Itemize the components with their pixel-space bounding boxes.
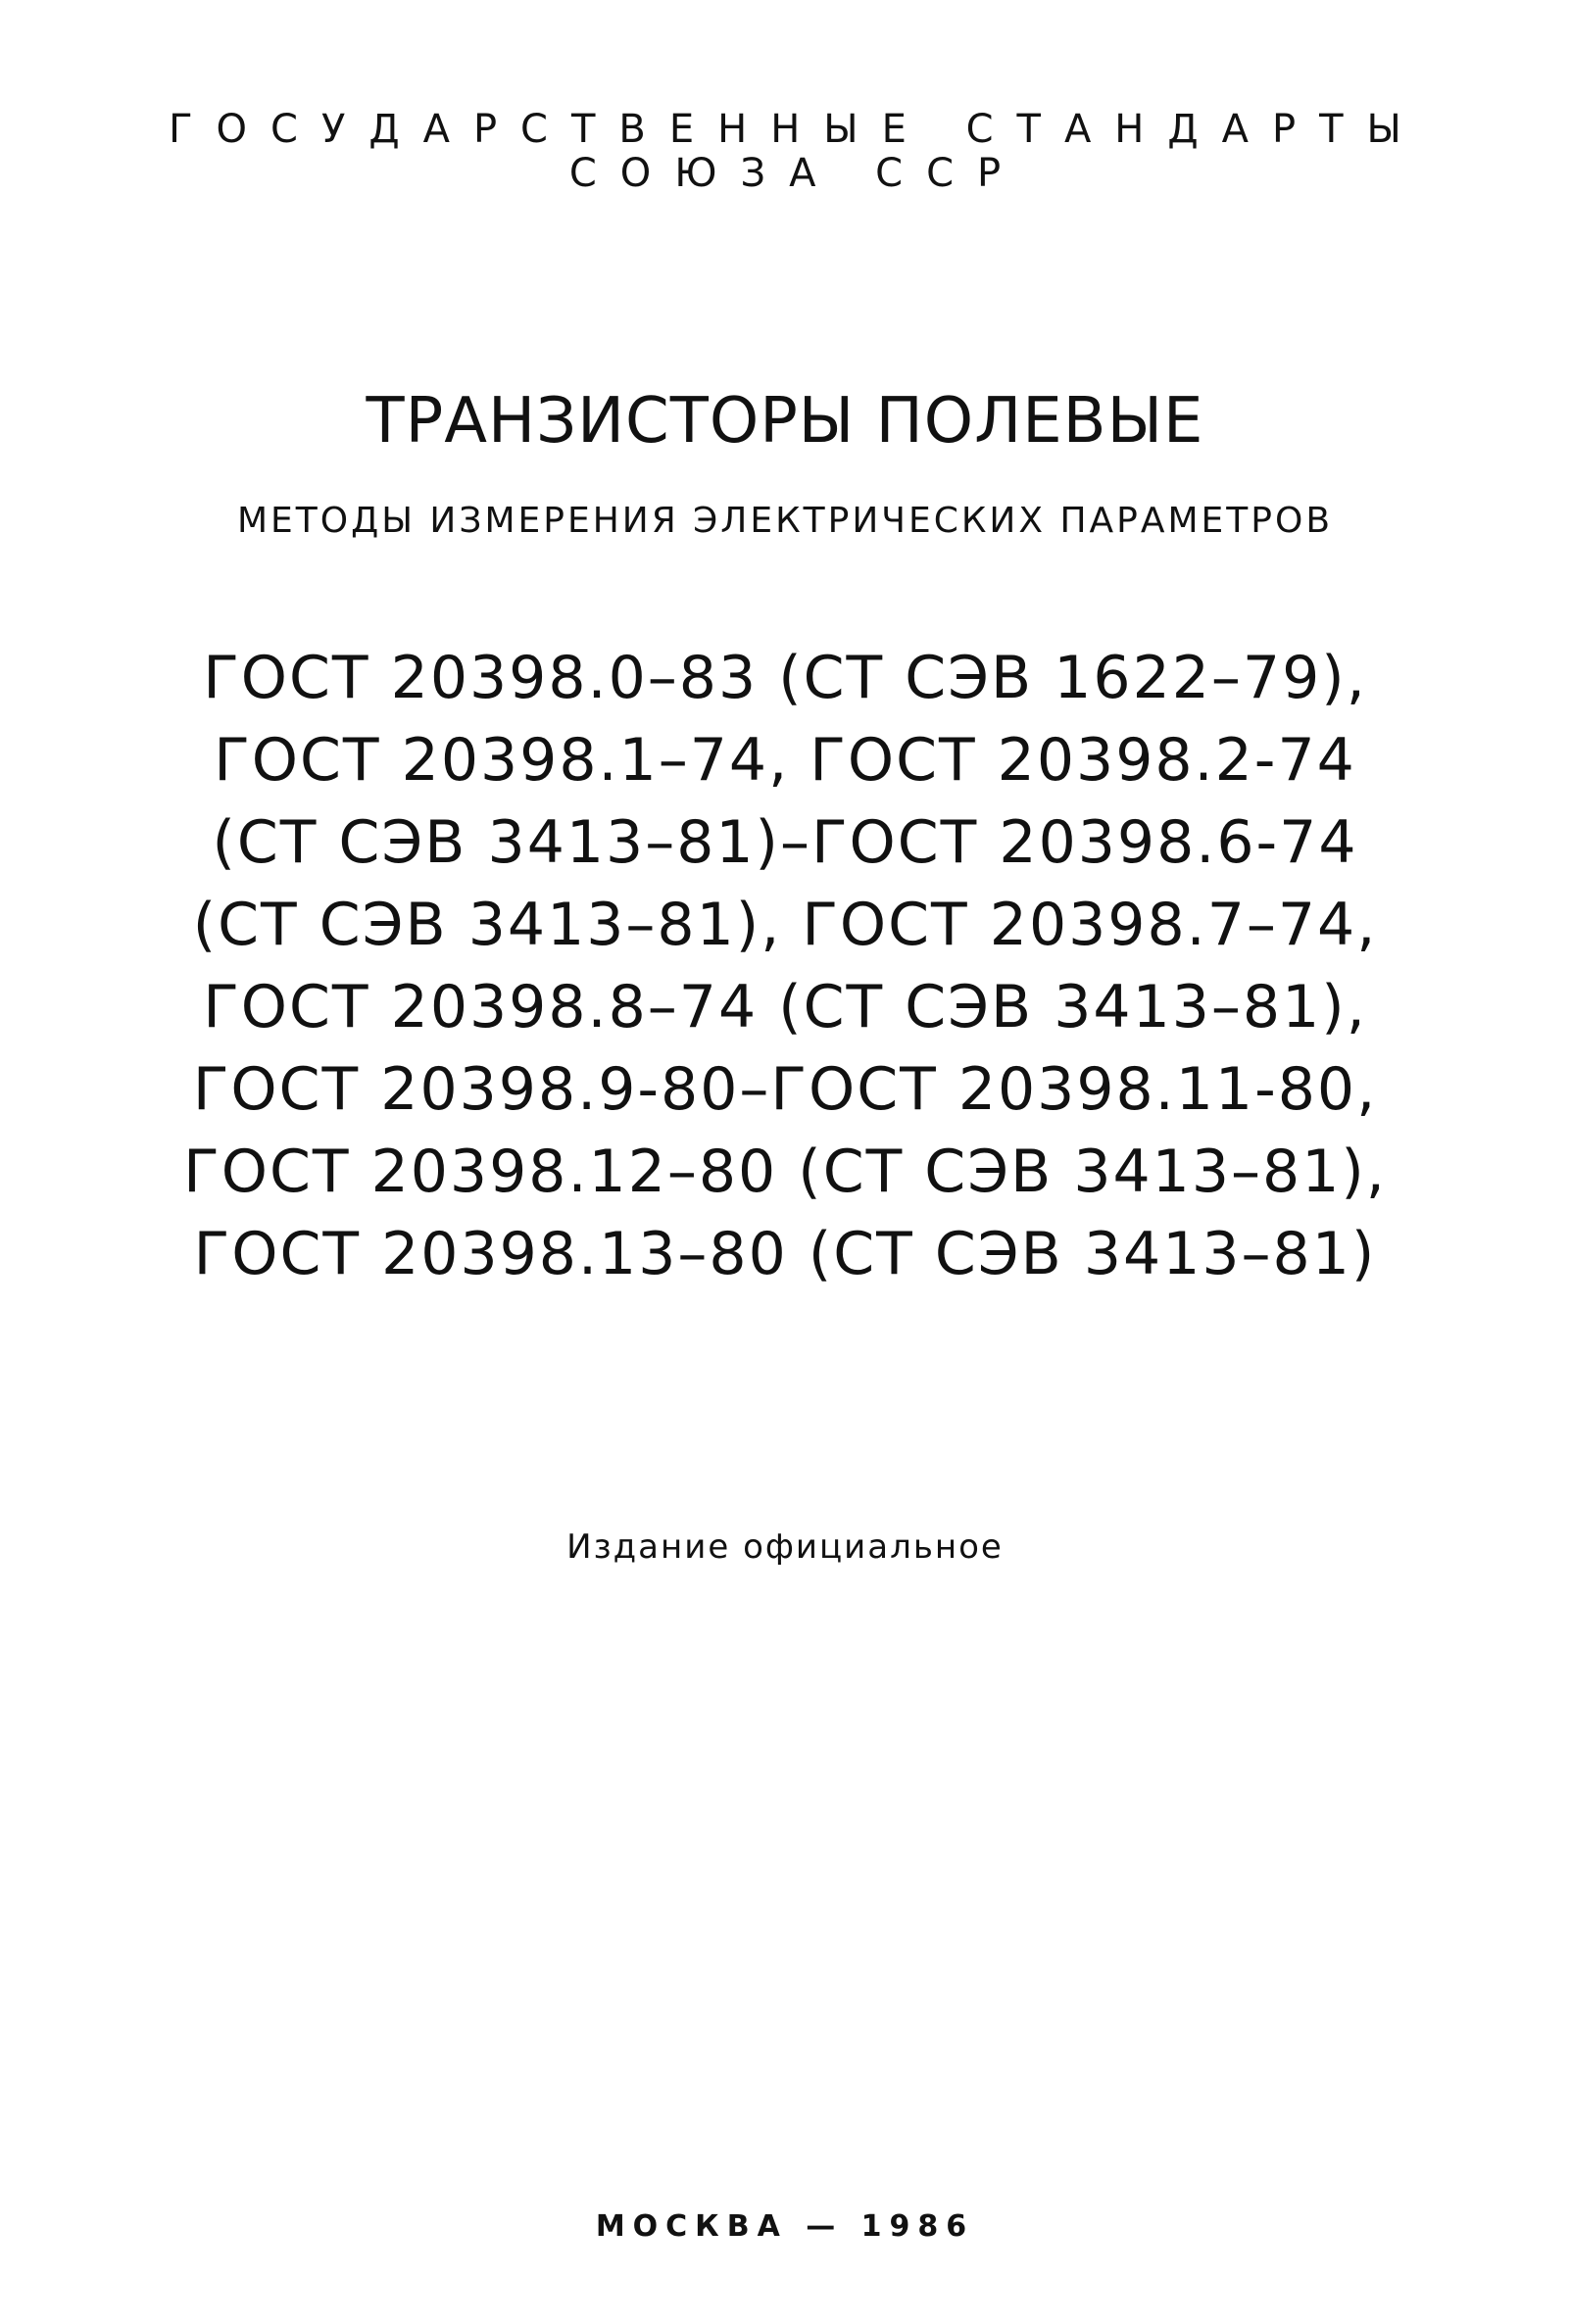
document-subtitle: МЕТОДЫ ИЗМЕРЕНИЯ ЭЛЕКТРИЧЕСКИХ ПАРАМЕТРОВ bbox=[236, 501, 1334, 541]
document-title: ТРАНЗИСТОРЫ ПОЛЕВЫЕ bbox=[366, 385, 1204, 458]
gost-line: ГОСТ 20398.0–83 (СТ СЭВ 1622–79), bbox=[203, 644, 1367, 712]
gost-line: ГОСТ 20398.1–74, ГОСТ 20398.2-74 bbox=[214, 726, 1356, 795]
edition-note: Издание официальное bbox=[566, 1527, 1004, 1567]
gost-line: (СТ СЭВ 3413–81), ГОСТ 20398.7–74, bbox=[192, 891, 1378, 959]
gost-line: ГОСТ 20398.12–80 (СТ СЭВ 3413–81), bbox=[183, 1138, 1387, 1206]
gost-line: ГОСТ 20398.8–74 (СТ СЭВ 3413–81), bbox=[203, 973, 1367, 1041]
gost-list bbox=[0, 637, 1570, 1295]
publication-place-year: МОСКВА — 1986 bbox=[595, 2209, 975, 2244]
header-line-1: ГОСУДАРСТВЕННЫЕ СТАНДАРТЫ bbox=[169, 107, 1425, 152]
gost-line: ГОСТ 20398.9-80–ГОСТ 20398.11-80, bbox=[192, 1055, 1378, 1124]
gost-line: (СТ СЭВ 3413–81)–ГОСТ 20398.6-74 bbox=[212, 808, 1358, 877]
gost-line: ГОСТ 20398.13–80 (СТ СЭВ 3413–81) bbox=[193, 1220, 1377, 1288]
header-line-2: СОЮЗА ССР bbox=[568, 151, 1025, 196]
